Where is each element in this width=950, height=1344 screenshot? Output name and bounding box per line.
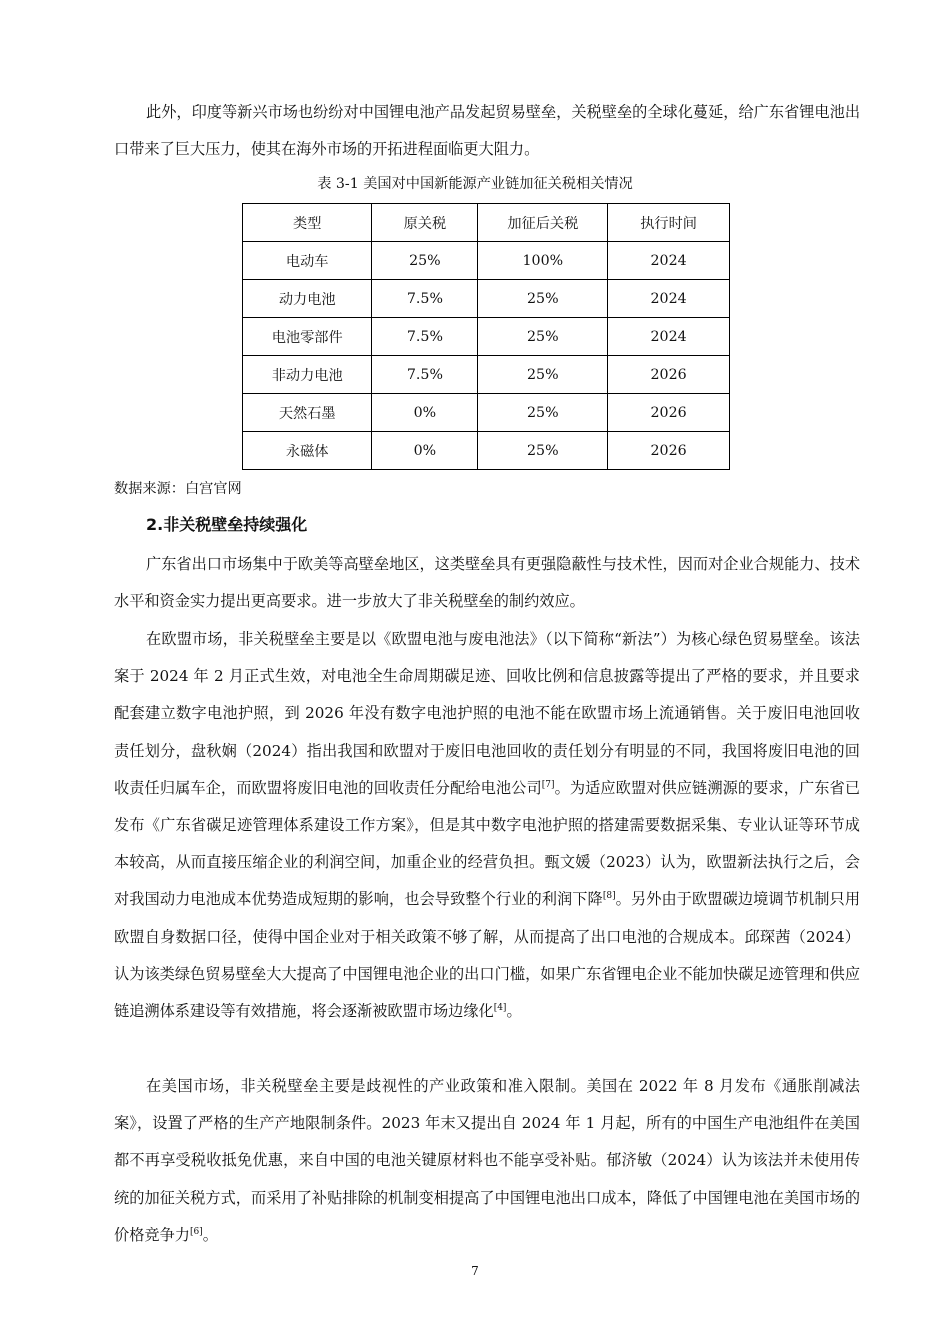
table-cell: 25% — [478, 432, 608, 470]
table-cell: 25% — [478, 394, 608, 432]
table-header-cell: 类型 — [243, 204, 372, 242]
table-row — [243, 356, 730, 394]
paragraph-text: 。为适应欧盟对供应链溯源的要求，广东省已发布《广东省碳足迹管理体系建设工作方案》，但是其中数字电池护照的搭建需要数据采集、专业认证等环节成本较高，从而直接压缩企业的利润空间，加重企业的经营负担。甄文媛（2023）认为，欧盟新法执行之后，会对我国动力电池成本优势造成短期的影响，也会导致整个行业的利润下降 — [114, 778, 861, 909]
table-cell: 2024 — [608, 280, 730, 318]
page-number: 7 — [471, 1264, 479, 1278]
paragraph-text: 在欧盟市场，非关税壁垒主要是以《欧盟电池与废电池法》（以下简称“新法”）为核心绿色贸易壁垒。该法案于 2024 年 2 月正式生效，对电池全生命周期碳足迹、回收比例和信息披露等提出了严格的要求，并且要求配套建立数字电池护照，到 2026 年没有数字电池护照的电池不能在欧盟市场上流通销售。关于废旧电池回收责任划分，盘秋娴（2024）指出我国和欧盟对于废旧电池回收的责任划分有明显的不同，我国将废旧电池的回收责任归属车企，而欧盟将废旧电池的回收责任分配给电池公司 — [114, 630, 860, 797]
tariff-table — [242, 203, 730, 470]
table-cell: 7.5% — [372, 280, 478, 318]
table-cell: 电池零部件 — [243, 318, 372, 356]
table-source-note: 数据来源：白宫官网 — [114, 481, 242, 497]
table-cell: 2024 — [608, 242, 730, 280]
table-cell: 7.5% — [372, 318, 478, 356]
table-cell: 0% — [372, 394, 478, 432]
paragraph-text: 在美国市场，非关税壁垒主要是歧视性的产业政策和准入限制。美国在 2022 年 8 月发布《通胀削减法案》，设置了严格的生产产地限制条件。2023 年末又提出自 2024 年 1 月起，所有的中国生产电池组件在美国都不再享受税收抵免优惠，来自中国的电池关键原材料也不能享受补贴。郁济敏（2024）认为该法并未使用传统的加征关税方式，而采用了补贴排除的机制变相提高了中国锂电池出口成本，降低了中国锂电池在美国市场的价格竞争力 — [114, 1077, 860, 1244]
table-cell: 7.5% — [372, 356, 478, 394]
table-header-cell: 加征后关税 — [478, 204, 608, 242]
table-cell: 25% — [478, 318, 608, 356]
citation: [8] — [602, 891, 616, 902]
citation: [6] — [189, 1226, 203, 1237]
table-cell: 天然石墨 — [243, 394, 372, 432]
table-row — [243, 318, 730, 356]
citation: [7] — [541, 779, 555, 790]
table-cell: 2026 — [608, 394, 730, 432]
table-cell: 2026 — [608, 432, 730, 470]
paragraph-us-market — [114, 1068, 860, 1254]
table-cell: 2024 — [608, 318, 730, 356]
table-header-row — [243, 204, 730, 242]
table-cell: 动力电池 — [243, 280, 372, 318]
table-cell: 25% — [372, 242, 478, 280]
table-cell: 永磁体 — [243, 432, 372, 470]
paragraph-intro: 此外，印度等新兴市场也纷纷对中国锂电池产品发起贸易壁垒，关税壁垒的全球化蔓延，给广东省锂电池出口带来了巨大压力，使其在海外市场的开拓进程面临更大阻力。 — [114, 103, 860, 159]
table-caption: 表 3-1 美国对中国新能源产业链加征关税相关情况 — [317, 176, 633, 192]
table-row — [243, 280, 730, 318]
paragraph-text: 。另外由于欧盟碳边境调节机制只用欧盟自身数据口径，使得中国企业对于相关政策不够了解，从而提高了出口电池的合规成本。邱琛茜（2024）认为该类绿色贸易壁垒大大提高了中国锂电池企业的出口门槛，如果广东省锂电企业不能加快碳足迹管理和供应链追溯体系建设等有效措施，将会逐渐被欧盟市场边缘化 — [114, 890, 861, 1021]
table-header-cell: 原关税 — [372, 204, 478, 242]
table-cell: 0% — [372, 432, 478, 470]
section-heading: 2.非关税壁垒持续强化 — [146, 515, 308, 534]
table-cell: 电动车 — [243, 242, 372, 280]
table-cell: 25% — [478, 280, 608, 318]
table-header-cell: 执行时间 — [608, 204, 730, 242]
table-row — [243, 242, 730, 280]
table-cell: 非动力电池 — [243, 356, 372, 394]
table-row — [243, 432, 730, 470]
paragraph-nontariff-intro: 广东省出口市场集中于欧美等高壁垒地区，这类壁垒具有更强隐蔽性与技术性，因而对企业合规能力、技术水平和资金实力提出更高要求。进一步放大了非关税壁垒的制约效应。 — [114, 555, 860, 611]
citation: [4] — [493, 1002, 507, 1013]
table-cell: 2026 — [608, 356, 730, 394]
paragraph-text: 。 — [506, 1002, 522, 1021]
table-cell: 25% — [478, 356, 608, 394]
paragraph-text: 。 — [202, 1225, 218, 1244]
paragraph-eu-market — [114, 621, 860, 1030]
table-cell: 100% — [478, 242, 608, 280]
table-row — [243, 394, 730, 432]
